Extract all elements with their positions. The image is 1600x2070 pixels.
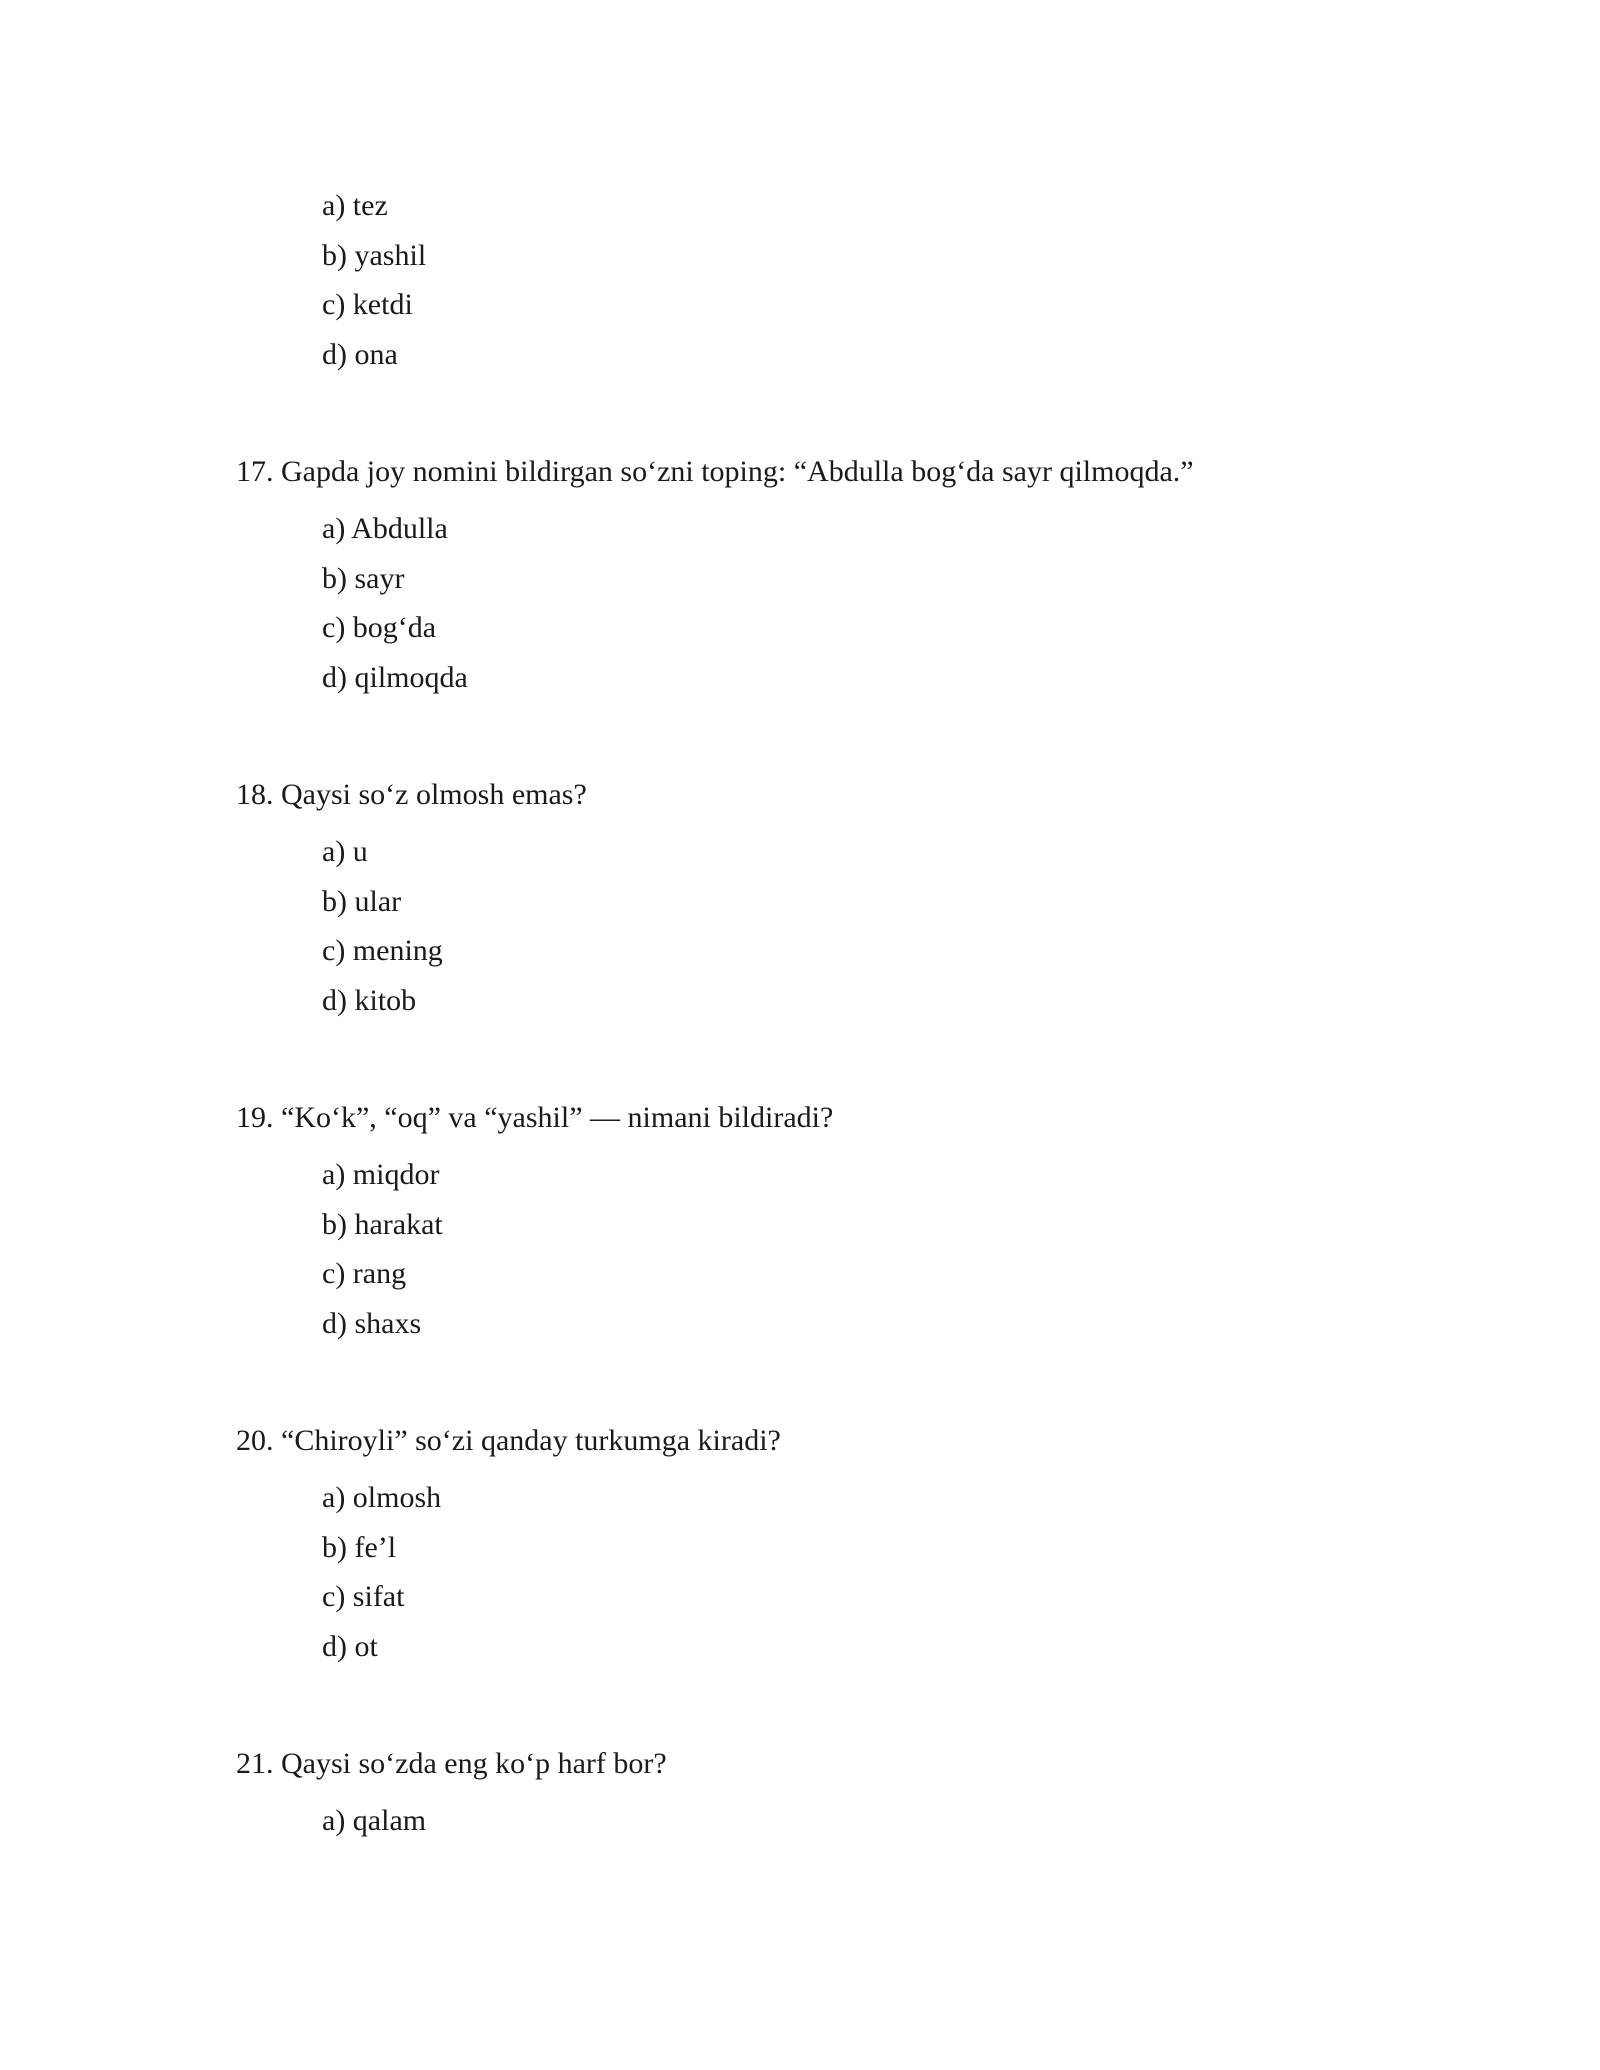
question-options xyxy=(322,511,468,709)
option-item: d) shaxs xyxy=(322,1306,422,1340)
option-item: a) miqdor xyxy=(322,1158,440,1191)
question-text: 18. Qaysi so‘z olmosh emas? xyxy=(236,778,587,811)
option-item: a) qalam xyxy=(322,1804,427,1837)
question-options xyxy=(322,1803,426,1853)
option-item: c) bog‘da xyxy=(322,611,437,644)
question-options xyxy=(322,834,443,1032)
question-text: 21. Qaysi so‘zda eng ko‘p harf bor? xyxy=(236,1747,667,1780)
option-item: b) yashil xyxy=(322,238,427,272)
question-text: 20. “Chiroyli” so‘zi qanday turkumga kiradi? xyxy=(236,1424,781,1457)
option-item: a) olmosh xyxy=(322,1481,442,1514)
option-item: b) harakat xyxy=(322,1207,443,1241)
question-text: 17. Gapda joy nomini bildirgan so‘zni toping: “Abdulla bog‘da sayr qilmoqda.” xyxy=(236,455,1194,488)
question-options xyxy=(322,1157,443,1355)
option-item: d) ona xyxy=(322,337,398,371)
option-item: c) mening xyxy=(322,934,443,967)
leading-options xyxy=(322,188,426,386)
option-item: b) fe’l xyxy=(322,1530,397,1564)
option-item: b) ular xyxy=(322,884,402,918)
option-item: c) rang xyxy=(322,1257,407,1290)
option-item: d) kitob xyxy=(322,983,417,1017)
option-item: b) sayr xyxy=(322,561,405,595)
option-item: d) qilmoqda xyxy=(322,660,468,694)
question-text: 19. “Ko‘k”, “oq” va “yashil” — nimani bildiradi? xyxy=(236,1101,834,1134)
option-item: a) tez xyxy=(322,189,388,222)
option-item: a) u xyxy=(322,835,368,868)
question-options xyxy=(322,1480,441,1678)
option-item: a) Abdulla xyxy=(322,512,448,545)
option-item: c) ketdi xyxy=(322,288,413,321)
option-item: c) sifat xyxy=(322,1580,405,1613)
option-item: d) ot xyxy=(322,1629,378,1663)
